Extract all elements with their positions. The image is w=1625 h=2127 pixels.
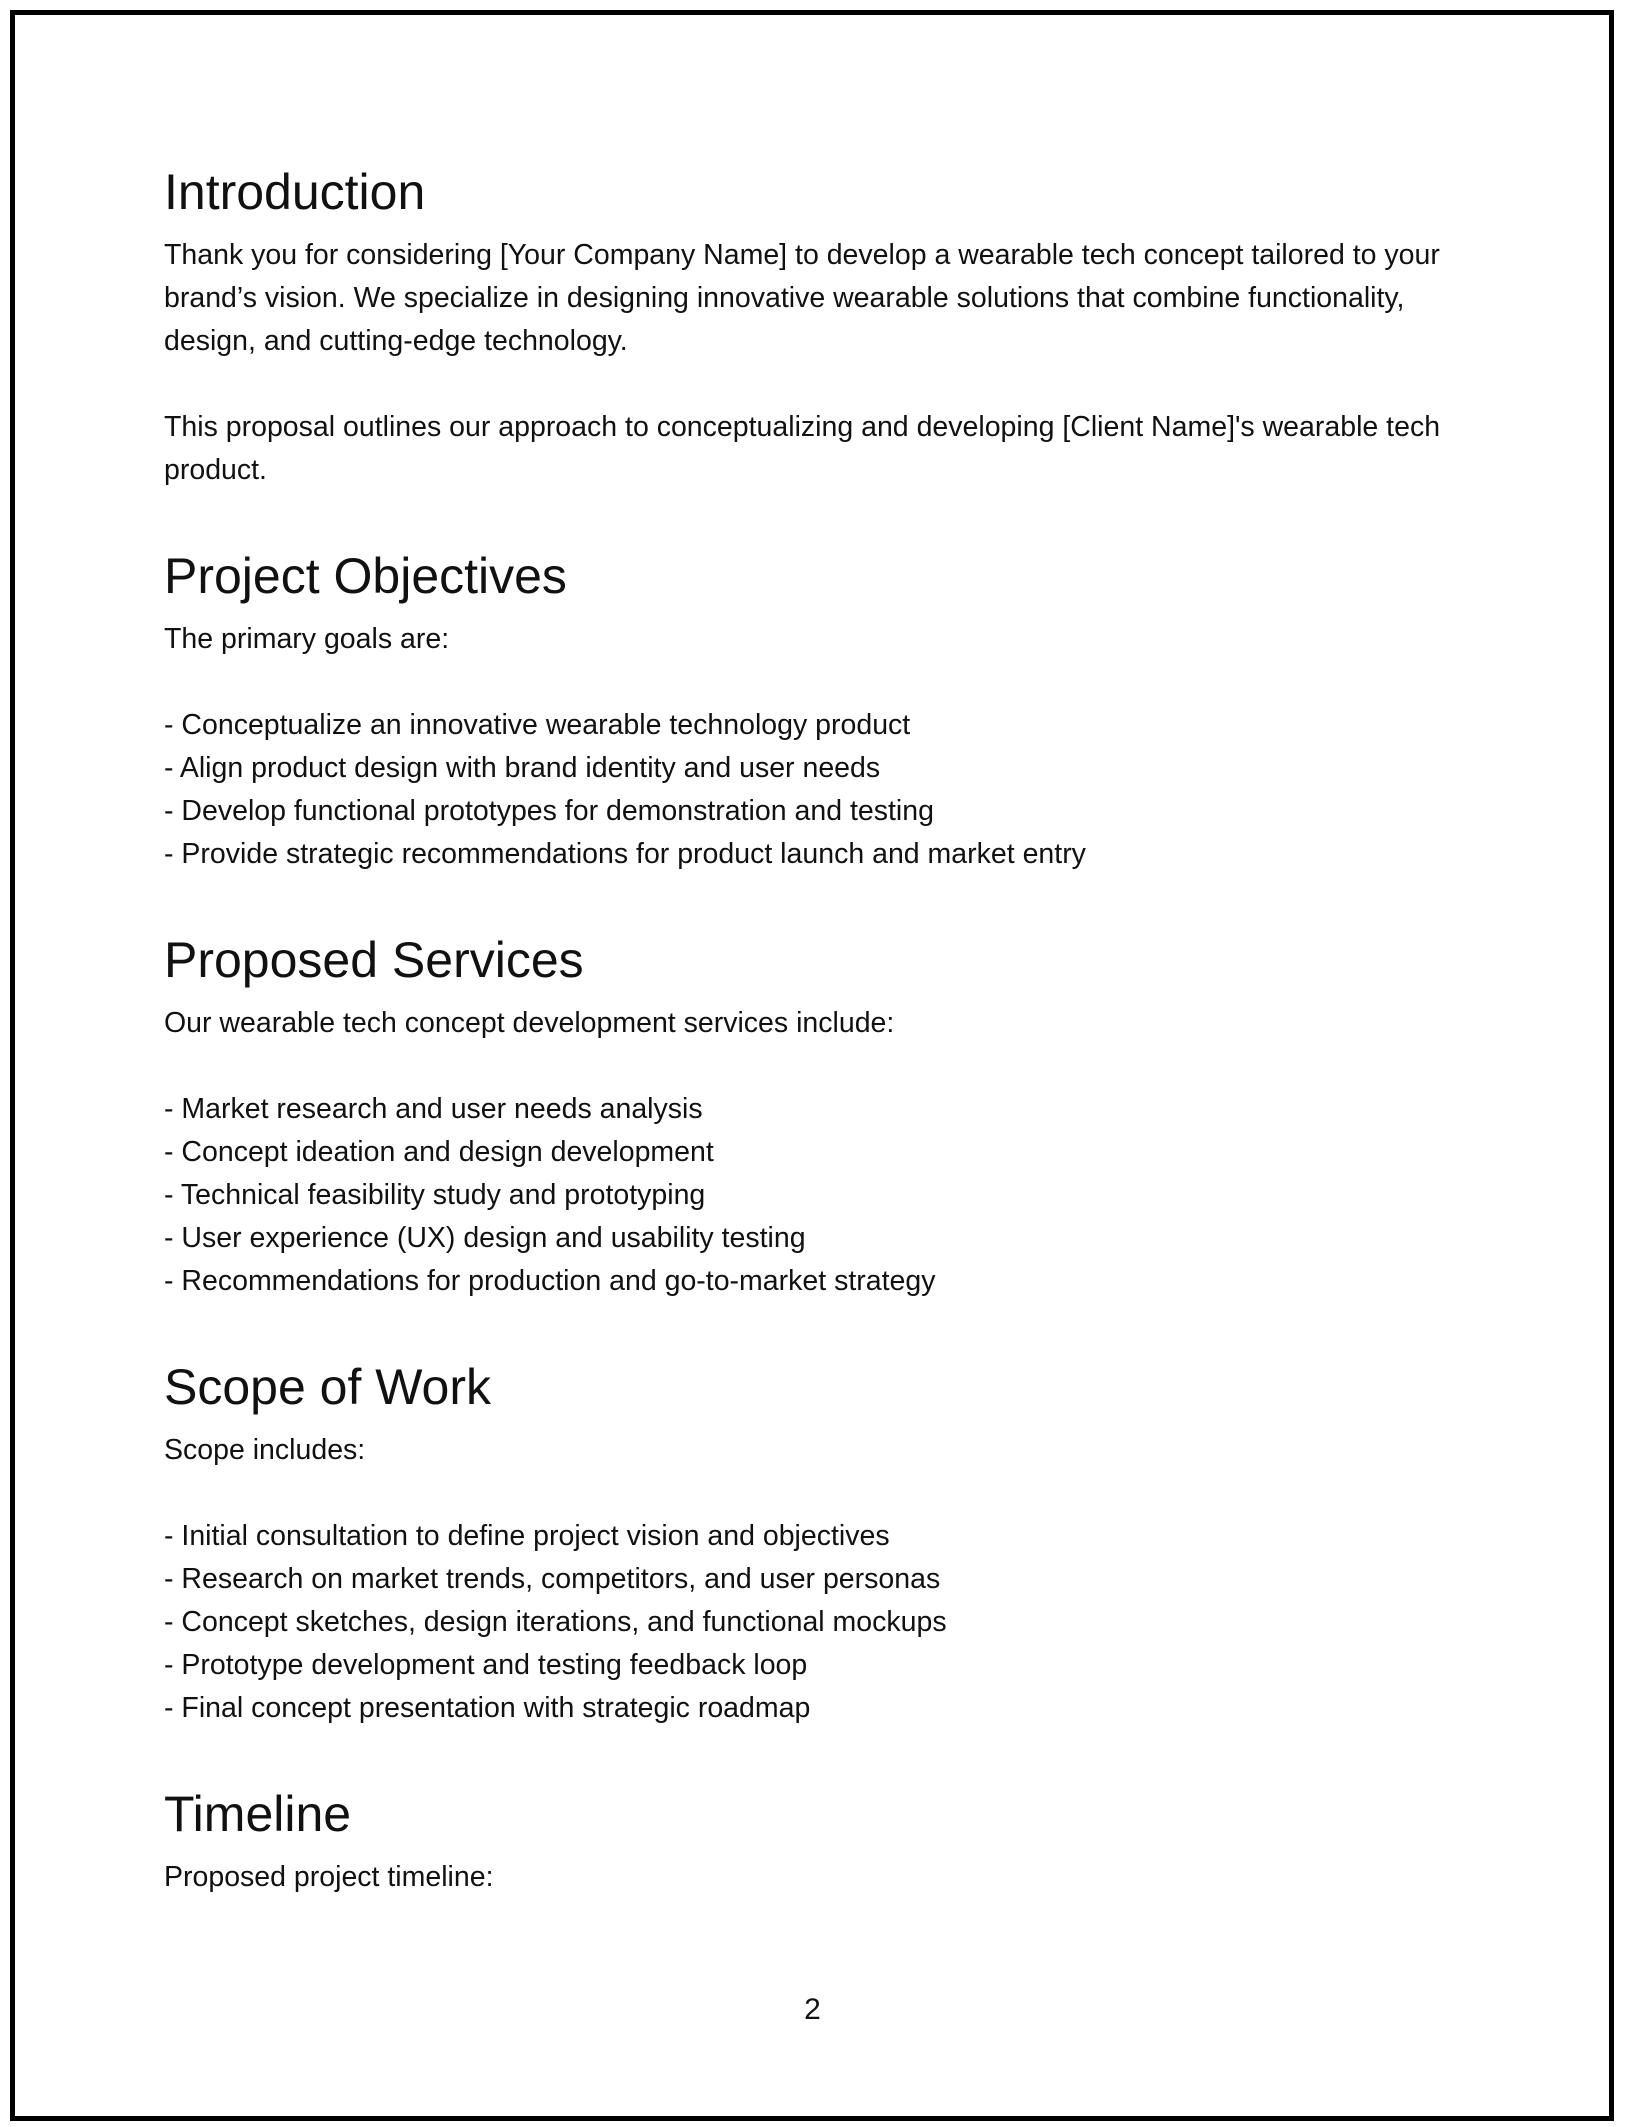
list-item: - Prototype development and testing feedback loop	[164, 1649, 808, 1681]
list-item: - Initial consultation to define project vision and objectives	[164, 1520, 890, 1552]
services-heading: Proposed Services	[164, 932, 584, 988]
timeline-intro: Proposed project timeline:	[164, 1861, 494, 1893]
document-content	[164, 160, 1464, 1951]
list-item: - Final concept presentation with strategic roadmap	[164, 1692, 811, 1724]
objectives-heading: Project Objectives	[164, 548, 567, 604]
scope-intro: Scope includes:	[164, 1434, 366, 1466]
scope-list	[164, 1515, 1464, 1730]
section-timeline	[164, 1782, 1464, 1899]
objectives-intro: The primary goals are:	[164, 623, 450, 655]
introduction-heading: Introduction	[164, 164, 426, 220]
list-item: - Provide strategic recommendations for product launch and market entry	[164, 838, 1086, 870]
timeline-heading: Timeline	[164, 1786, 352, 1842]
list-item: - Research on market trends, competitors, and user personas	[164, 1563, 941, 1595]
scope-heading: Scope of Work	[164, 1359, 492, 1415]
list-item: - Concept ideation and design development	[164, 1136, 714, 1168]
list-item: - Conceptualize an innovative wearable technology product	[164, 709, 911, 741]
list-item: - User experience (UX) design and usability testing	[164, 1222, 806, 1254]
introduction-paragraph-1: Thank you for considering [Your Company Name] to develop a wearable tech concept tailored to your brand’s vision. We specialize in designing innovative wearable solutions that combine functionality, design, and cutting-edge technology.	[164, 239, 1440, 357]
list-item: - Technical feasibility study and prototyping	[164, 1179, 706, 1211]
services-intro: Our wearable tech concept development services include:	[164, 1007, 895, 1039]
objectives-list	[164, 704, 1464, 876]
section-services	[164, 928, 1464, 1303]
section-introduction	[164, 160, 1464, 492]
list-item: - Align product design with brand identity and user needs	[164, 752, 881, 784]
page-number: 2	[804, 1993, 821, 2026]
list-item: - Market research and user needs analysis	[164, 1093, 703, 1125]
introduction-paragraph-2: This proposal outlines our approach to conceptualizing and developing [Client Name]'s wearable tech product.	[164, 411, 1441, 486]
section-objectives	[164, 544, 1464, 876]
list-item: - Concept sketches, design iterations, and functional mockups	[164, 1606, 947, 1638]
list-item: - Recommendations for production and go-to-market strategy	[164, 1265, 936, 1297]
list-item: - Develop functional prototypes for demonstration and testing	[164, 795, 934, 827]
services-list	[164, 1088, 1464, 1303]
section-scope	[164, 1355, 1464, 1730]
